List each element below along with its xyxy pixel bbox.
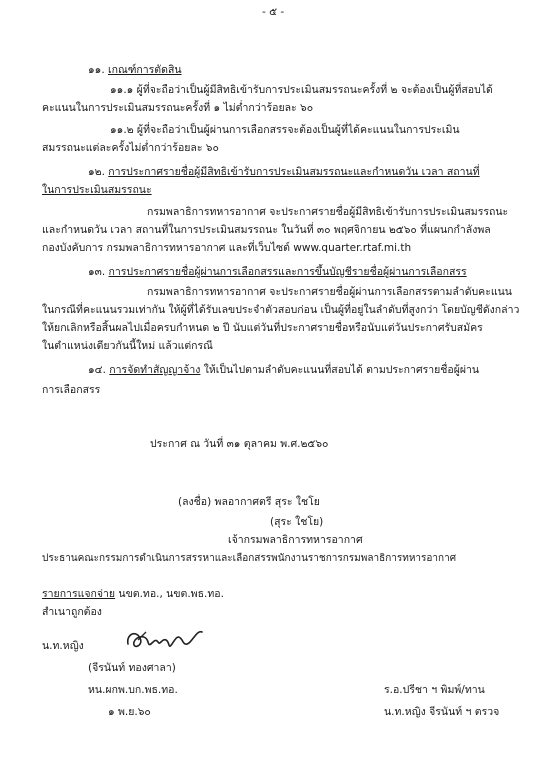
page-number: - ๕ -	[262, 6, 285, 18]
section-14-title: ๑๔. การจัดทำสัญญาจ้าง ให้เป็นไปตามลำดับคะแนนที่สอบได้ ตามประกาศรายชื่อผู้ผ่าน	[88, 364, 480, 376]
s13-line1: กรมพลาธิการทหารอากาศ จะประกาศรายชื่อผู้ผ่านการเลือกสรรตามลำดับคะแนน	[147, 286, 512, 298]
typist-note: ร.อ.ปรีชา ฯ พิมพ์/ทาน	[384, 684, 485, 696]
s12-line3: กองบังคับการ กรมพลาธิการทหารอากาศ และที่เว็บไซต์ www.quarter.rtaf.mi.th	[42, 242, 412, 254]
certified-copy: สำเนาถูกต้อง	[42, 606, 102, 618]
distribution: รายการแจกจ่าย นขต.ทอ., นขต.พธ.ทอ.	[42, 588, 224, 600]
handwritten-signature	[120, 624, 208, 658]
checker-note: น.ท.หญิง จีรนันท์ ฯ ตรวจ	[384, 706, 500, 718]
s13-line2: ในกรณีที่คะแนนรวมเท่ากัน ให้ผู้ที่ได้รับเลขประจำตัวสอบก่อน เป็นผู้ที่อยู่ในลำดับที่สูงกว่า โดยบัญชีดังกล่าว	[42, 304, 520, 316]
clerk-title: น.ท.หญิง	[42, 640, 84, 652]
clerk-date: ๑ พ.ย.๖๐	[108, 706, 151, 718]
section-11-title: ๑๑. เกณฑ์การตัดสิน	[88, 64, 182, 76]
s14-line2: การเลือกสรร	[42, 384, 101, 396]
signer-committee: ประธานคณะกรรมการดำเนินการสรรหาและเลือกสรรพนักงานราชการกรมพลาธิการทหารอากาศ	[42, 553, 457, 564]
s12-line1: กรมพลาธิการทหารอากาศ จะประกาศรายชื่อผู้มีสิทธิเข้ารับการประเมินสมรรถนะ	[147, 206, 509, 218]
section-12-title: ๑๒. การประกาศรายชื่อผู้มีสิทธิเข้ารับการประเมินสมรรถนะและกำหนดวัน เวลา สถานที่	[88, 166, 480, 178]
clerk-name: (จีรนันท์ ทองศาลา)	[88, 662, 176, 674]
s13-line3: ให้ยกเลิกหรือสิ้นผลไปเมื่อครบกำหนด ๒ ปี นับแต่วันที่ประกาศรายชื่อหรือนับแต่วันประกาศรับสมัคร	[42, 322, 483, 334]
section-13-title: ๑๓. การประกาศรายชื่อผู้ผ่านการเลือกสรรและการขึ้นบัญชีรายชื่อผู้ผ่านการเลือกสรร	[88, 266, 467, 278]
s12-line2: และกำหนดวัน เวลา สถานที่ในการประเมินสมรรถนะ ในวันที่ ๓๐ พฤศจิกายน ๒๕๖๐ ที่แผนกกำลังพล	[42, 224, 491, 236]
s11-1-line2: คะแนนในการประเมินสมรรถนะครั้งที่ ๑ ไม่ต่ำกว่าร้อยละ ๖๐	[42, 102, 314, 114]
clerk-office: หน.ผกพ.บก.พธ.ทอ.	[88, 684, 178, 696]
announcement-date: ประกาศ ณ วันที่ ๓๑ ตุลาคม พ.ศ.๒๕๖๐	[150, 438, 329, 450]
signer-name: (สุระ ใชโย)	[270, 516, 324, 528]
s11-2-line2: สมรรถนะแต่ละครั้งไม่ต่ำกว่าร้อยละ ๖๐	[42, 142, 219, 154]
signer-position: เจ้ากรมพลาธิการทหารอากาศ	[228, 534, 363, 546]
section-12-title-line2: ในการประเมินสมรรถนะ	[42, 184, 152, 196]
s11-1-line1: ๑๑.๑ ผู้ที่จะถือว่าเป็นผู้มีสิทธิเข้ารับการประเมินสมรรถนะครั้งที่ ๒ จะต้องเป็นผู้ที่สอบได้	[110, 84, 493, 96]
s11-2-line1: ๑๑.๒ ผู้ที่จะถือว่าเป็นผู้ผ่านการเลือกสรรจะต้องเป็นผู้ที่ได้คะแนนในการประเมิน	[110, 124, 460, 136]
signed-line: (ลงชื่อ) พลอากาศตรี สุระ ใชโย	[178, 496, 320, 508]
s13-line4: ในตำแหน่งเดียวกันนี้ใหม่ แล้วแต่กรณี	[42, 340, 213, 352]
